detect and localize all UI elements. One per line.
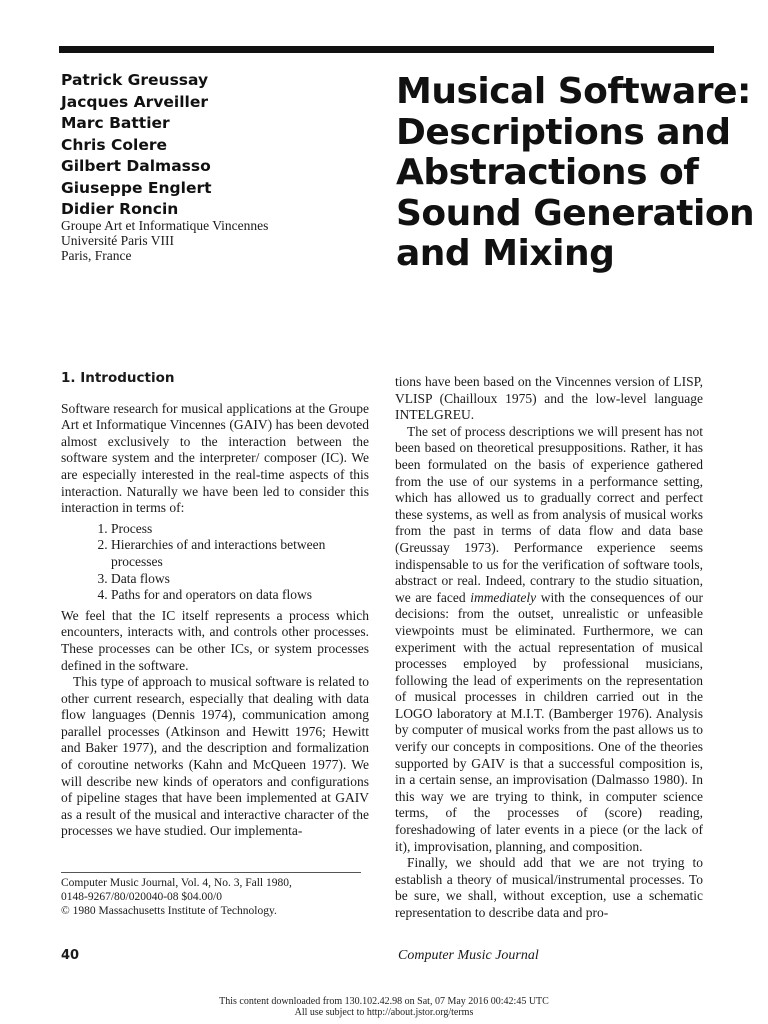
paragraph: Software research for musical applications at the Groupe Art et Informatique Vincennes (GAIV) has been devoted almost exclusively to the interaction between the software system and the interpreter/ composer (IC). We are especially interested in the real-time aspects of this interaction. Naturally we have been led to consider this interaction in terms of: — [61, 400, 369, 516]
footnote-line: 0148-9267/80/020040-08 $04.00/0 — [61, 891, 222, 903]
author-name: Chris Colere — [61, 135, 167, 154]
jstor-terms-line: All use subject to http://about.jstor.org/terms — [294, 1007, 474, 1018]
paragraph-text: The set of process descriptions we will present has not been based on theoretical presuppositions. Rather, it has been formulated on the basis of experience gathered from the use of our systems in a performance setting, which has allowed us to gradually correct and perfect these systems, as well as from analysis of musical works from the past in terms of data flow and data base (Greussay 1973). Performance experience seems indispensable to us for the verification of software tools, abstract or real. Indeed, contrary to the studio situation, we are faced — [395, 423, 703, 605]
left-column — [61, 370, 369, 840]
title-line: and Mixing — [396, 233, 615, 274]
list-item: 4. Paths for and operators on data flows — [111, 587, 369, 604]
section-heading: 1. Introduction — [61, 370, 175, 386]
author-name: Jacques Arveiller — [61, 92, 209, 111]
author-name: Gilbert Dalmasso — [61, 157, 211, 175]
title-line: Descriptions and — [396, 111, 731, 153]
jstor-download-line: This content downloaded from 130.102.42.98 on Sat, 07 May 2016 00:42:45 UTC — [219, 996, 549, 1007]
paragraph-text: with the consequences of our decisions: from the outset, unrealistic or unfeasible viewpoints must be eliminated. Furthermore, we can experiment with the actual representation of musical processes employed by professional musicians, following the lead of experiments on the representation of musical processes in children carried out in the LOGO laboratory at M.I.T. (Bamberger 1976). Analysis by computer of musical works from the past allows us to verify our concepts in compositions. One of the theories supported by GAIV is that a successful composition is, in a certain sense, an improvisation (Dalmasso 1980). In this way we are trying to think, in computer science terms, of the processes of (score) reading, foreshadowing of later events in a piece (or the lack of it), improvisation, planning, and composition. — [395, 589, 704, 854]
footnote-line: © 1980 Massachusetts Institute of Technology. — [61, 905, 277, 917]
paragraph: We feel that the IC itself represents a process which encounters, interacts with, and controls other processes. These processes can be other ICs, or system processes defined in the software. — [61, 607, 369, 673]
paragraph — [395, 424, 703, 855]
affiliation — [61, 218, 361, 263]
paragraph-split: This type of approach to musical software is related to other current research, especially that dealing with data flow languages (Dennis 1974), communication among parallel processes (Atkinson and Hewitt 1976; Hewitt and Baker 1977), and the description and formalization of coroutine networks (Kahn and McQueen 1977). We will describe new kinds of operators and configurations of pipeline stages that have been implemented at GAIV as a result of the musical and interactive character of the processes we have studied. Our implementa- — [61, 674, 369, 839]
author-name: Marc Battier — [61, 114, 170, 132]
author-name: Didier Roncin — [61, 200, 179, 218]
page-number: 40 — [61, 948, 80, 963]
title-line: Musical Software: — [396, 71, 751, 112]
journal-name: Computer Music Journal — [398, 948, 539, 963]
author-name: Patrick Greussay — [61, 71, 209, 89]
footnote-line: Computer Music Journal, Vol. 4, No. 3, Fall 1980, — [61, 877, 292, 889]
title-line: Sound Generation — [396, 192, 755, 234]
numbered-list — [61, 521, 369, 604]
paragraph-continued: tions have been based on the Vincennes version of LISP, VLISP (Chailloux 1975) and the low-level language INTELGREU. — [395, 374, 703, 423]
list-item: 2. Hierarchies of and interactions between processes — [111, 537, 369, 570]
footnote-rule — [61, 872, 361, 873]
jstor-notice — [0, 996, 768, 1018]
title-line: Abstractions of — [396, 152, 699, 193]
paragraph: Finally, we should add that we are not trying to establish a theory of musical/instrumental processes. To be sure, we shall, without exception, use a schematic representation to describe data and pro- — [395, 855, 703, 920]
affiliation-line: Université Paris VIII — [61, 233, 174, 248]
right-column — [395, 374, 703, 922]
list-item: 1. Process — [111, 521, 369, 538]
affiliation-line: Groupe Art et Informatique Vincennes — [61, 218, 269, 233]
author-name: Giuseppe Englert — [61, 178, 212, 197]
article-title — [396, 71, 755, 275]
list-item: 3. Data flows — [111, 571, 369, 588]
emphasis: immediately — [470, 589, 537, 605]
affiliation-line: Paris, France — [61, 248, 132, 263]
top-rule — [59, 46, 714, 53]
footnote — [61, 876, 371, 918]
author-list — [61, 70, 361, 221]
